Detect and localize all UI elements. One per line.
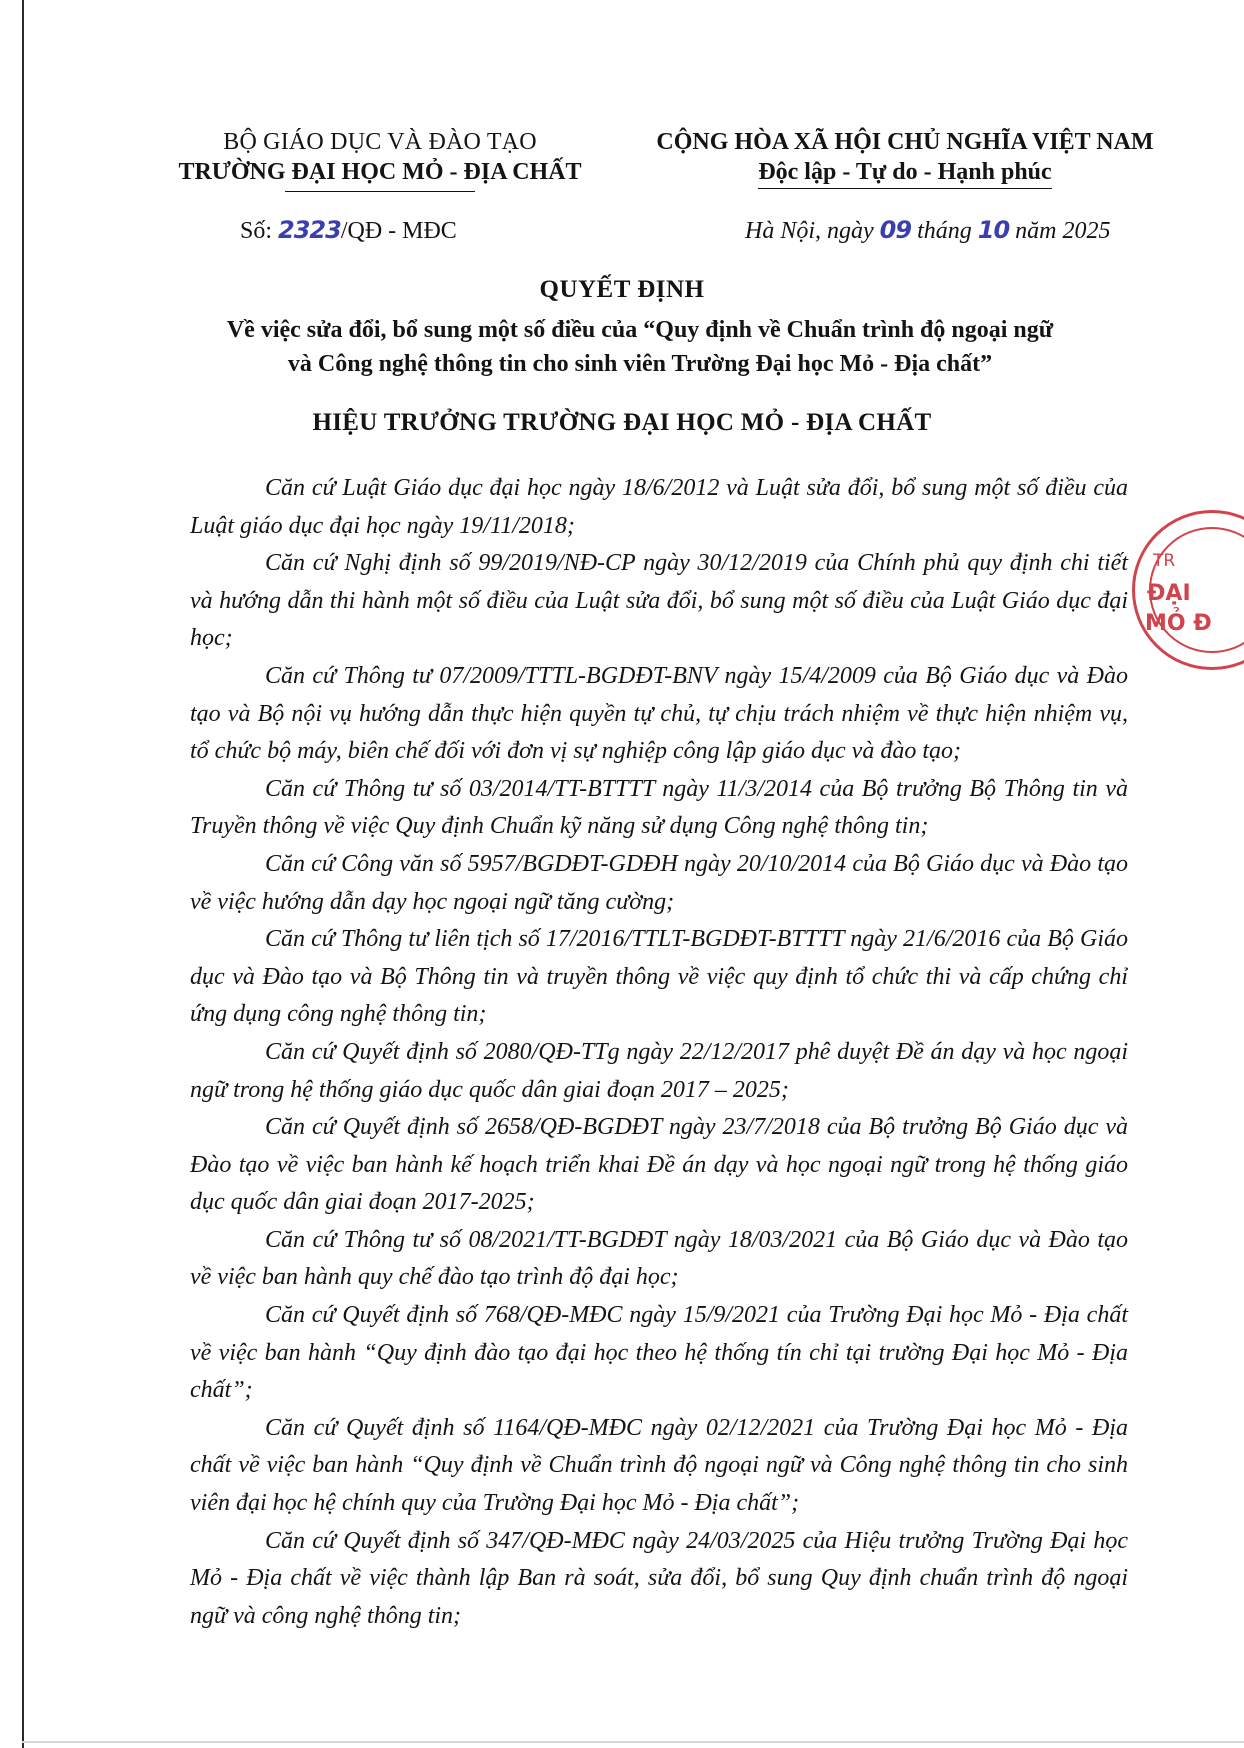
national-heading-block: [630, 127, 1180, 189]
decision-title: QUYẾT ĐỊNH: [539, 276, 705, 303]
page-bottom-edge: [22, 1741, 1244, 1743]
legal-basis-item: Căn cứ Thông tư số 08/2021/TT-BGDĐT ngày 18/03/2021 của Bộ Giáo dục và Đào tạo về việc ban hành quy chế đào tạo trình độ đại học;: [190, 1226, 1128, 1291]
issuing-agency-block: [160, 127, 600, 192]
seal-text-top: TR: [1153, 551, 1176, 571]
legal-basis-item: Căn cứ Quyết định số 2658/QĐ-BGDĐT ngày 23/7/2018 của Bộ trưởng Bộ Giáo dục và Đào tạo về việc ban hành kế hoạch triển khai Đề án dạy và học ngoại ngữ trong hệ thống giáo dục quốc dân giai đoạn 2017-2025;: [190, 1114, 1128, 1216]
legal-basis-item: Căn cứ Quyết định số 1164/QĐ-MĐC ngày 02/12/2021 của Trường Đại học Mỏ - Địa chất về việc ban hành “Quy định về Chuẩn trình độ ngoại ngữ và Công nghệ thông tin cho sinh viên đại học hệ chính quy của Trường Đại học Mỏ - Địa chất”;: [190, 1414, 1128, 1517]
legal-basis-item: Căn cứ Thông tư liên tịch số 17/2016/TTLT-BGDĐT-BTTTT ngày 21/6/2016 của Bộ Giáo dục và Đào tạo và Bộ Thông tin và truyền thông về việc quy định tổ chức thi và cấp chứng chỉ ứng dụng công nghệ thông tin;: [190, 926, 1128, 1028]
national-motto: Độc lập - Tự do - Hạnh phúc: [758, 157, 1051, 189]
number-prefix: Số:: [240, 218, 279, 244]
university-name: TRƯỜNG ĐẠI HỌC MỎ - ĐỊA CHẤT: [178, 159, 582, 185]
legal-basis-item: Căn cứ Công văn số 5957/BGDĐT-GDĐH ngày 20/10/2014 của Bộ Giáo dục và Đào tạo về việc hướng dẫn dạy học ngoại ngữ tăng cường;: [190, 850, 1128, 915]
legal-basis-item: Căn cứ Thông tư số 03/2014/TT-BTTTT ngày 11/3/2014 của Bộ trưởng Bộ Thông tin và Truyền thông về việc Quy định Chuẩn kỹ năng sử dụng Công nghệ thông tin;: [190, 775, 1128, 840]
seal-text-bottom: MỎ Đ: [1145, 611, 1212, 636]
page-left-border: [22, 0, 24, 1748]
handwritten-number: 2323: [278, 216, 341, 244]
subject-line-2: và Công nghệ thông tin cho sinh viên Trường Đại học Mỏ - Địa chất”: [287, 351, 993, 377]
legal-basis-item: Căn cứ Quyết định số 2080/QĐ-TTg ngày 22/12/2017 phê duyệt Đề án dạy và học ngoại ngữ trong hệ thống giáo dục quốc dân giai đoạn 2017 – 2025;: [190, 1038, 1128, 1103]
handwritten-month: 10: [977, 216, 1010, 244]
legal-basis-item: Căn cứ Nghị định số 99/2019/NĐ-CP ngày 30/12/2019 của Chính phủ quy định chi tiết và hướng dẫn thi hành một số điều của Luật sửa đổi, bổ sung một số điều của Luật Giáo dục đại học;: [190, 550, 1128, 652]
number-suffix: /QĐ - MĐC: [340, 218, 457, 244]
legal-basis-item: Căn cứ Luật Giáo dục đại học ngày 18/6/2012 và Luật sửa đổi, bổ sung một số điều của Luật giáo dục đại học ngày 19/11/2018;: [190, 475, 1128, 539]
issuing-authority: HIỆU TRƯỞNG TRƯỜNG ĐẠI HỌC MỎ - ĐỊA CHẤT: [312, 409, 932, 436]
date-month-label: tháng: [911, 218, 978, 244]
legal-basis-item: Căn cứ Quyết định số 347/QĐ-MĐC ngày 24/03/2025 của Hiệu trưởng Trường Đại học Mỏ - Địa chất về việc thành lập Ban rà soát, sửa đổi, bổ sung Quy định chuẩn trình độ ngoại ngữ và công nghệ thông tin;: [190, 1527, 1128, 1629]
date-place: Hà Nội, ngày: [745, 218, 880, 244]
subject-line-1: Về việc sửa đổi, bổ sung một số điều của “Quy định về Chuẩn trình độ ngoại ngữ: [226, 317, 1054, 343]
document-number: [240, 216, 457, 245]
legal-basis-item: Căn cứ Quyết định số 768/QĐ-MĐC ngày 15/9/2021 của Trường Đại học Mỏ - Địa chất về việc ban hành “Quy định đào tạo đại học theo hệ thống tín chỉ tại trường Đại học Mỏ - Địa chất”;: [190, 1302, 1128, 1404]
date-year: năm 2025: [1009, 218, 1111, 244]
document-date: [745, 216, 1111, 245]
legal-basis-item: Căn cứ Thông tư 07/2009/TTTL-BGDĐT-BNV ngày 15/4/2009 của Bộ Giáo dục và Đào tạo và Bộ nội vụ hướng dẫn thực hiện quyền tự chủ, tự chịu trách nhiệm về thực hiện nhiệm vụ, tổ chức bộ máy, biên chế đối với đơn vị sự nghiệp công lập giáo dục và đào tạo;: [190, 662, 1128, 765]
red-seal-stamp: [1132, 510, 1244, 670]
ministry-name: BỘ GIÁO DỤC VÀ ĐÀO TẠO: [223, 129, 537, 155]
decision-subject: [180, 313, 1100, 381]
seal-text-mid: ĐẠI: [1147, 581, 1191, 606]
agency-underline: [285, 191, 475, 192]
handwritten-day: 09: [879, 216, 912, 244]
legal-basis-list: [190, 470, 1128, 1635]
republic-name: CỘNG HÒA XÃ HỘI CHỦ NGHĨA VIỆT NAM: [656, 129, 1154, 155]
